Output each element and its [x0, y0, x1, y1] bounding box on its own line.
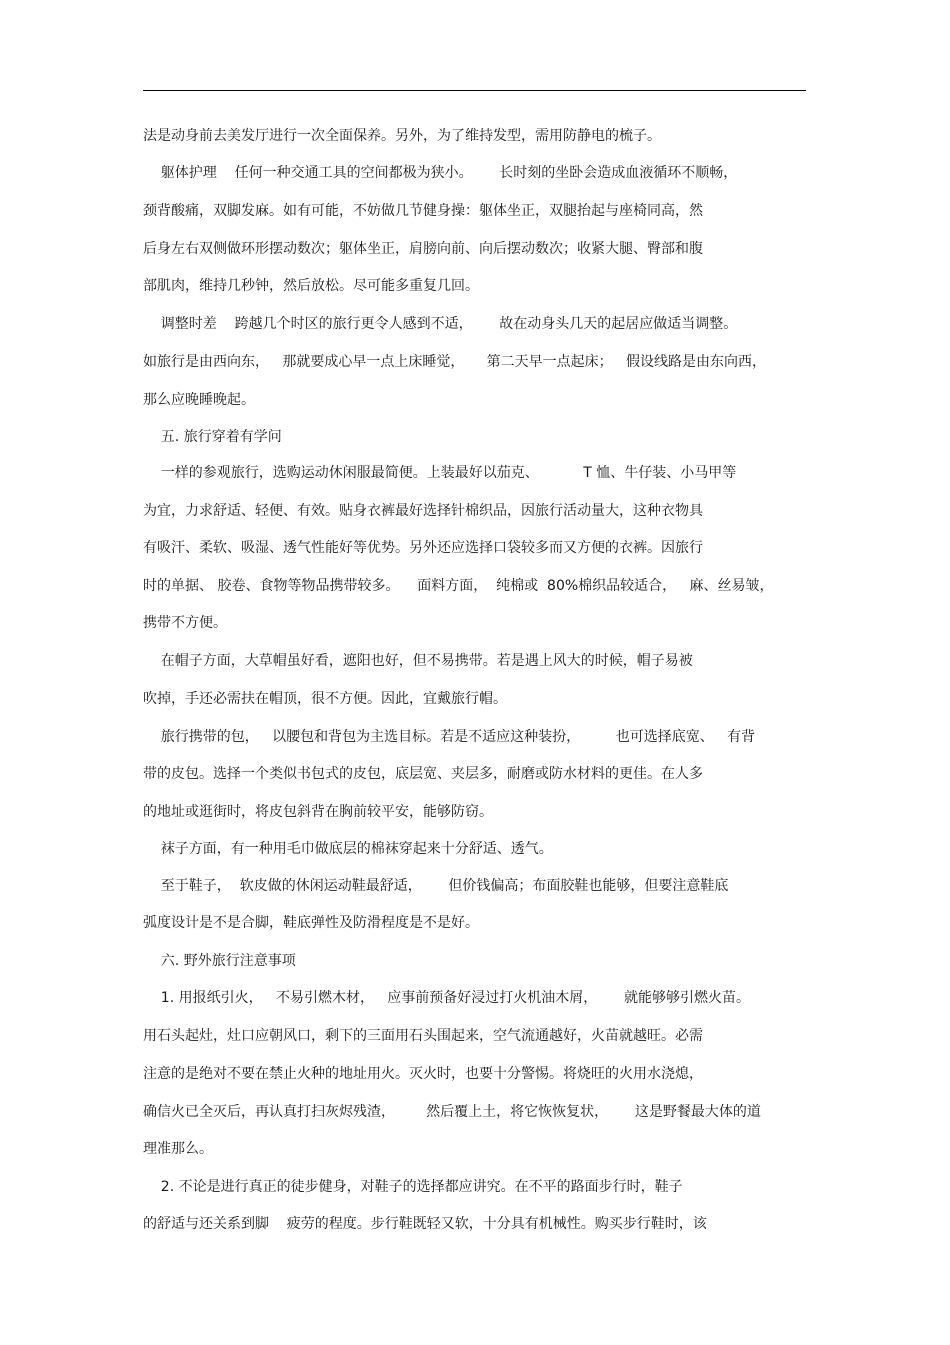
text-line: 旅行携带的包， 以腰包和背包为主选目标。若是不适应这种装扮， 也可选择底宽、 有背: [143, 729, 756, 745]
text-line: 部肌肉，维持几秒钟，然后放松。尽可能多重复几回。: [143, 278, 479, 294]
text-line: 时的单据、 胶卷、食物等物品携带较多。 面料方面， 纯棉或 80%棉织品较适合， 麻、丝易皱，: [143, 578, 774, 594]
text-line: 2. 不论是进行真正的徒步健身，对鞋子的选择都应讲究。在不平的路面步行时，鞋子: [143, 1179, 683, 1195]
text-line: 那么应晚睡晚起。: [143, 392, 255, 408]
text-line: 带的皮包。选择一个类似书包式的皮包，底层宽、夹层多，耐磨或防水材料的更佳。在人多: [143, 766, 703, 782]
text-line: 调整时差 跨越几个时区的旅行更令人感到不适， 故在动身头几天的起居应做适当调整。: [143, 316, 738, 332]
text-line: 一样的参观旅行，选购运动休闲服最简便。上装最好以茄克、 T 恤、牛仔装、小马甲等: [143, 465, 737, 481]
text-line: 的地址或逛街时，将皮包斜背在胸前较平安，能够防窃。: [143, 804, 493, 820]
text-line: 确信火已全灭后，再认真打扫灰烬残渣， 然后覆上土，将它恢恢复状， 这是野餐最大体的道: [143, 1104, 761, 1120]
text-line: 颈背酸痛，双脚发麻。如有可能，不妨做几节健身操：躯体坐正，双腿抬起与座椅同高，然: [143, 203, 703, 219]
text-line: 理准那么。: [143, 1141, 213, 1157]
text-line: 六. 野外旅行注意事项: [143, 953, 296, 969]
text-line: 躯体护理 任何一种交通工具的空间都极为狭小。 长时刻的坐卧会造成血液循环不顺畅，: [143, 165, 738, 181]
text-line: 注意的是绝对不要在禁止火种的地址用火。灭火时，也要十分警惕。将烧旺的火用水浇熄，: [143, 1066, 703, 1082]
text-line: 用石头起灶，灶口应朝风口，剩下的三面用石头围起来，空气流通越好，火苗就越旺。必需: [143, 1028, 703, 1044]
text-line: 至于鞋子， 软皮做的休闲运动鞋最舒适， 但价钱偏高；布面胶鞋也能够，但要注意鞋底: [143, 878, 729, 894]
text-line: 有吸汗、柔软、吸湿、透气性能好等优势。另外还应选择口袋较多而又方便的衣裤。因旅行: [143, 540, 703, 556]
text-line: 弧度设计是不是合脚，鞋底弹性及防滑程度是不是好。: [143, 915, 479, 931]
text-line: 五. 旅行穿着有学问: [143, 429, 282, 445]
text-line: 携带不方便。: [143, 615, 227, 631]
text-line: 如旅行是由西向东， 那就要成心早一点上床睡觉， 第二天早一点起床； 假设线路是由东向西，: [143, 354, 766, 370]
text-line: 的舒适与还关系到脚 疲劳的程度。步行鞋既轻又软，十分具有机械性。购买步行鞋时，该: [143, 1216, 707, 1232]
text-line: 吹掉，手还必需扶在帽顶，很不方便。因此，宜戴旅行帽。: [143, 691, 507, 707]
text-line: 在帽子方面，大草帽虽好看，遮阳也好，但不易携带。若是遇上风大的时候，帽子易被: [143, 653, 693, 669]
text-line: 袜子方面，有一种用毛巾做底层的棉袜穿起来十分舒适、透气。: [143, 841, 553, 857]
text-line: 法是动身前去美发厅进行一次全面保养。另外，为了维持发型，需用防静电的梳子。: [143, 128, 661, 144]
header-rule: [143, 90, 806, 91]
text-line: 为宜，力求舒适、轻便、有效。贴身衣裤最好选择针棉织品，因旅行活动量大，这种衣物具: [143, 503, 703, 519]
text-line: 后身左右双侧做环形摆动数次；躯体坐正，肩膀向前、向后摆动数次；收紧大腿、臀部和腹: [143, 241, 703, 257]
text-line: 1. 用报纸引火， 不易引燃木材， 应事前预备好浸过打火机油木屑， 就能够够引燃火苗。: [143, 990, 751, 1006]
